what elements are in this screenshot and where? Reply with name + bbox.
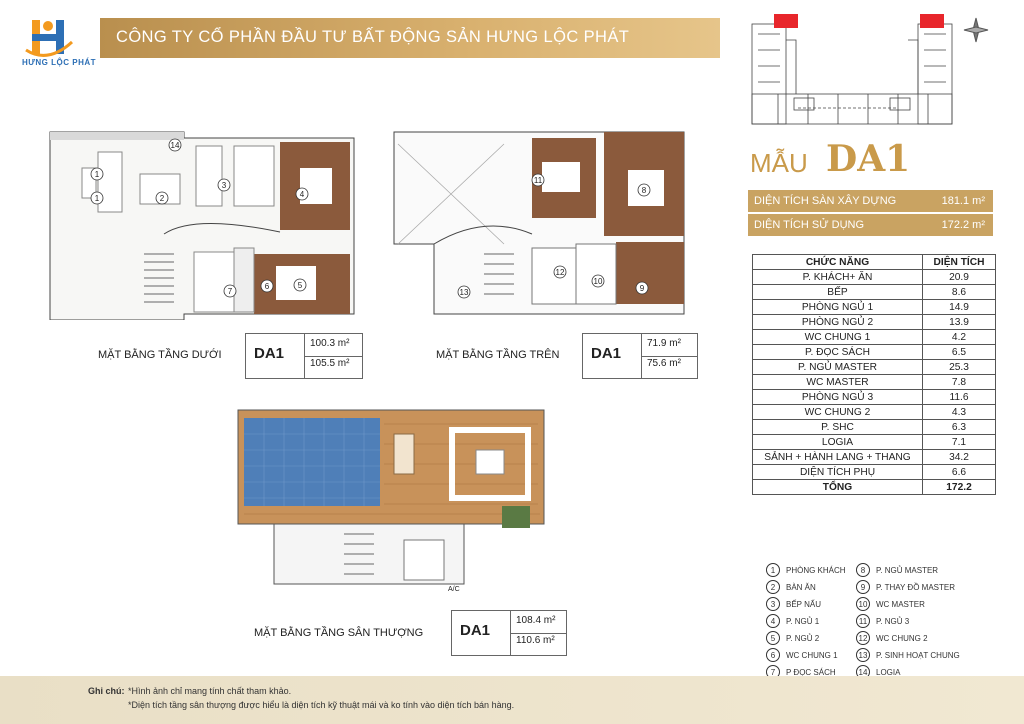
logo-text: HƯNG LỘC PHÁT [21, 58, 97, 67]
legend-label: WC MASTER [876, 599, 925, 609]
legend-item [766, 631, 819, 645]
usable-area-label: DIỆN TÍCH SỬ DỤNG [754, 219, 865, 231]
legend-label: WC CHUNG 2 [876, 633, 928, 643]
table-total-row [753, 480, 996, 495]
company-title: CÔNG TY CỔ PHẦN ĐẦU TƯ BẤT ĐỘNG SẢN HƯNG LỘC PHÁT [116, 28, 630, 46]
box-divider [641, 356, 697, 357]
table-cell: PHÒNG NGỦ 3 [753, 390, 923, 405]
legend-item [856, 597, 925, 611]
plan-mark: 11 [533, 176, 543, 185]
table-cell: P. NGỦ MASTER [753, 360, 923, 375]
table-row [753, 465, 996, 480]
table-row [753, 405, 996, 420]
lower-floor-plan [44, 124, 364, 320]
roof-floor-area-box [451, 610, 567, 656]
legend-label: BÀN ĂN [786, 582, 816, 592]
table-row [753, 390, 996, 405]
roof-floor-label: MẶT BẰNG TẦNG SÂN THƯỢNG [254, 627, 424, 639]
unit-prefix: MẪU [750, 148, 808, 178]
roof-floor-area-1: 108.4 m² [516, 615, 556, 626]
plan-mark: 10 [593, 277, 603, 286]
legend-item [856, 648, 960, 662]
table-cell: P. ĐỌC SÁCH [753, 345, 923, 360]
legend-number: 1 [766, 563, 780, 577]
legend-number: 6 [766, 648, 780, 662]
table-cell: 13.9 [923, 315, 996, 330]
legend-label: P. NGỦ MASTER [876, 565, 939, 575]
table-cell: P. KHÁCH+ ĂN [753, 270, 923, 285]
legend-number: 7 [766, 665, 780, 679]
plan-mark: 1 [94, 194, 100, 203]
table-header-function: CHỨC NĂNG [753, 255, 923, 270]
building-key-plan [748, 10, 996, 132]
table-cell: BẾP [753, 285, 923, 300]
table-row [753, 330, 996, 345]
lower-floor-area-2: 105.5 m² [310, 358, 350, 369]
plan-mark: 8 [641, 186, 647, 195]
legend-label: LOGIA [876, 667, 901, 677]
legend-item [766, 648, 838, 662]
plan-mark: 14 [170, 141, 180, 150]
built-area-row [748, 190, 993, 212]
table-cell: WC CHUNG 1 [753, 330, 923, 345]
table-cell: 6.3 [923, 420, 996, 435]
legend-item [856, 563, 938, 577]
legend-label: P. SINH HOẠT CHUNG [876, 650, 960, 660]
legend-item [766, 597, 821, 611]
upper-floor-unit-name: DA1 [591, 345, 622, 362]
plan-mark: 13 [459, 288, 469, 297]
table-row [753, 285, 996, 300]
legend-item [766, 614, 819, 628]
legend-label: P ĐỌC SÁCH [786, 667, 836, 677]
table-cell: 34.2 [923, 450, 996, 465]
table-cell: 7.1 [923, 435, 996, 450]
legend-label: WC CHUNG 1 [786, 650, 838, 660]
plan-mark: 3 [221, 181, 227, 190]
table-cell: 6.6 [923, 465, 996, 480]
table-cell: PHÒNG NGỦ 2 [753, 315, 923, 330]
table-cell: 6.5 [923, 345, 996, 360]
function-area-table [752, 254, 996, 495]
plan-mark: 5 [297, 281, 303, 290]
legend-label: PHÒNG KHÁCH [786, 565, 846, 575]
legend-number: 14 [856, 665, 870, 679]
table-cell: PHÒNG NGỦ 1 [753, 300, 923, 315]
upper-floor-area-1: 71.9 m² [647, 338, 681, 349]
upper-floor-area-2: 75.6 m² [647, 358, 681, 369]
table-cell: 7.8 [923, 375, 996, 390]
note-1: *Hình ảnh chỉ mang tính chất tham khảo. [128, 686, 292, 696]
table-row [753, 270, 996, 285]
legend-label: P. NGỦ 2 [786, 633, 820, 643]
table-cell: 11.6 [923, 390, 996, 405]
legend-number: 5 [766, 631, 780, 645]
usable-area-row [748, 214, 993, 236]
table-total-value: 172.2 [923, 480, 996, 495]
table-row [753, 345, 996, 360]
table-cell: 25.3 [923, 360, 996, 375]
plan-mark: 2 [159, 194, 165, 203]
unit-name: DA1 [826, 138, 911, 180]
lower-floor-area-box [245, 333, 363, 379]
table-cell: WC MASTER [753, 375, 923, 390]
table-cell: 8.6 [923, 285, 996, 300]
legend-number: 3 [766, 597, 780, 611]
legend-item [766, 563, 846, 577]
table-cell: 20.9 [923, 270, 996, 285]
ac-label: A/C [448, 586, 460, 593]
legend-item [856, 614, 909, 628]
legend-item [856, 580, 955, 594]
legend-number: 9 [856, 580, 870, 594]
box-divider [304, 356, 362, 357]
note-label: Ghi chú: [88, 686, 125, 696]
legend-item [766, 580, 816, 594]
plan-mark: 4 [299, 190, 305, 199]
table-header-row [753, 255, 996, 270]
legend-number: 4 [766, 614, 780, 628]
upper-floor-area-box [582, 333, 698, 379]
legend-number: 12 [856, 631, 870, 645]
table-row [753, 375, 996, 390]
usable-area-value: 172.2 m² [941, 219, 985, 231]
legend-label: P. NGỦ 1 [786, 616, 820, 626]
upper-floor-plan [384, 124, 700, 320]
legend-number: 13 [856, 648, 870, 662]
note-2: *Diện tích tầng sân thượng được hiểu là diện tích kỹ thuật mái và ko tính vào diện tích bán hàng. [128, 700, 515, 710]
table-row [753, 450, 996, 465]
table-header-area: DIỆN TÍCH [923, 255, 996, 270]
plan-mark: 12 [555, 268, 565, 277]
table-cell: P. SHC [753, 420, 923, 435]
lower-floor-unit-name: DA1 [254, 345, 285, 362]
built-area-value: 181.1 m² [941, 195, 985, 207]
roof-floor-unit-name: DA1 [460, 622, 491, 639]
lower-floor-label: MẶT BẰNG TẦNG DƯỚI [98, 349, 222, 361]
table-cell: 14.9 [923, 300, 996, 315]
legend-number: 8 [856, 563, 870, 577]
table-row [753, 360, 996, 375]
table-cell: SẢNH + HÀNH LANG + THANG [753, 450, 923, 465]
upper-floor-label: MẶT BẰNG TẦNG TRÊN [436, 349, 560, 361]
legend-label: P. NGỦ 3 [876, 616, 910, 626]
table-row [753, 420, 996, 435]
table-row [753, 300, 996, 315]
plan-mark: 6 [264, 282, 270, 291]
legend-label: BẾP NẤU [786, 599, 821, 609]
legend-number: 2 [766, 580, 780, 594]
table-cell: WC CHUNG 2 [753, 405, 923, 420]
legend-label: P. THAY ĐỒ MASTER [876, 582, 955, 592]
plan-mark: 7 [227, 287, 233, 296]
table-cell: 4.3 [923, 405, 996, 420]
roof-floor-area-2: 110.6 m² [516, 635, 555, 646]
table-row [753, 315, 996, 330]
legend-item [856, 631, 928, 645]
plan-mark: 1 [94, 170, 100, 179]
box-divider [510, 633, 566, 634]
table-cell: DIỆN TÍCH PHỤ [753, 465, 923, 480]
roof-floor-plan [234, 404, 548, 594]
lower-floor-area-1: 100.3 m² [310, 338, 350, 349]
plan-mark: 9 [639, 284, 645, 293]
built-area-label: DIỆN TÍCH SÀN XÂY DỰNG [754, 195, 897, 207]
table-row [753, 435, 996, 450]
legend-number: 11 [856, 614, 870, 628]
table-cell: 4.2 [923, 330, 996, 345]
legend-number: 10 [856, 597, 870, 611]
table-total-label: TỔNG [753, 480, 923, 495]
table-cell: LOGIA [753, 435, 923, 450]
